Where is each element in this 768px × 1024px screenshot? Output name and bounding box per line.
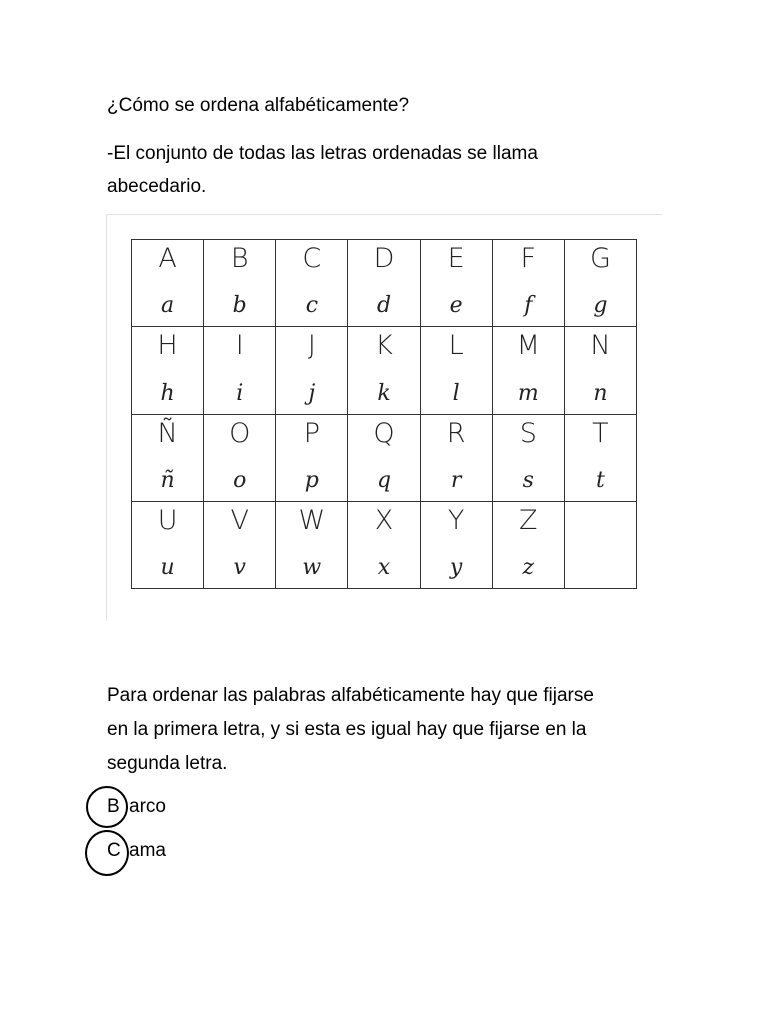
example-word-rest: ama xyxy=(129,840,166,861)
letter-cell-c xyxy=(276,240,348,327)
cursive-letter: j xyxy=(308,380,316,406)
cursive-letter: s xyxy=(522,467,534,493)
letter-cell-h xyxy=(132,327,204,414)
letter-cell-f xyxy=(493,240,565,327)
cursive-letter: u xyxy=(160,555,175,580)
letter-cell-y xyxy=(421,502,493,589)
letter-cell-o xyxy=(204,415,276,502)
uppercase-letter: N xyxy=(590,330,611,362)
cursive-letter: e xyxy=(449,293,463,319)
uppercase-letter: O xyxy=(229,417,251,449)
example-word-barco xyxy=(86,786,286,830)
cursive-letter: i xyxy=(236,380,244,406)
cursive-letter: z xyxy=(522,555,535,580)
example-first-letter: C xyxy=(107,840,121,861)
letter-cell-q xyxy=(348,415,420,502)
cursive-letter: g xyxy=(593,293,608,319)
explanation-line-3: segunda letra. xyxy=(107,753,228,774)
cursive-letter: n xyxy=(593,380,608,406)
uppercase-letter: S xyxy=(519,417,537,449)
letter-cell-k xyxy=(348,327,420,414)
letter-cell-p xyxy=(276,415,348,502)
letter-cell-w xyxy=(276,502,348,589)
uppercase-letter: Q xyxy=(373,417,395,449)
cursive-letter: m xyxy=(517,380,539,406)
cursive-letter: b xyxy=(232,293,247,319)
uppercase-letter: K xyxy=(375,330,393,362)
example-word-rest: arco xyxy=(129,796,166,817)
explanation-line-2: en la primera letra, y si esta es igual hay que fijarse en la xyxy=(107,719,587,740)
cursive-letter: v xyxy=(233,555,246,580)
uppercase-letter: C xyxy=(302,243,322,274)
uppercase-letter: A xyxy=(158,243,177,274)
cursive-letter: l xyxy=(452,380,460,406)
cursive-letter: w xyxy=(302,555,322,580)
example-first-letter: B xyxy=(107,796,120,817)
uppercase-letter: D xyxy=(373,243,395,274)
uppercase-letter: F xyxy=(520,243,537,274)
letter-cell-r xyxy=(421,415,493,502)
letter-cell-s xyxy=(493,415,565,502)
letter-cell-g xyxy=(565,240,637,327)
cursive-letter: d xyxy=(376,293,392,319)
uppercase-letter: X xyxy=(374,504,394,536)
letter-cell-u xyxy=(132,502,204,589)
letter-cell-t xyxy=(565,415,637,502)
cursive-letter: x xyxy=(377,555,391,580)
cursive-letter: ñ xyxy=(160,467,175,493)
uppercase-letter: W xyxy=(298,504,326,536)
uppercase-letter: T xyxy=(592,417,609,449)
uppercase-letter: E xyxy=(447,243,465,274)
alphabet-table xyxy=(131,239,637,589)
uppercase-letter: Ñ xyxy=(157,417,178,449)
example-word-cama xyxy=(86,830,286,874)
cursive-letter: q xyxy=(376,467,392,493)
cursive-letter: a xyxy=(161,293,175,319)
cursive-letter: f xyxy=(524,293,533,319)
uppercase-letter: Y xyxy=(447,504,465,536)
cursive-letter: o xyxy=(233,467,247,493)
cursive-letter: p xyxy=(304,467,319,493)
letter-cell-x xyxy=(348,502,420,589)
uppercase-letter: V xyxy=(230,504,249,536)
uppercase-letter: I xyxy=(235,330,244,362)
explanation-line-1: Para ordenar las palabras alfabéticamente hay que fijarse xyxy=(107,685,594,706)
letter-cell-j xyxy=(276,327,348,414)
cursive-letter: c xyxy=(305,293,319,319)
cursive-letter: t xyxy=(596,467,605,493)
uppercase-letter: P xyxy=(303,417,320,449)
letter-cell-i xyxy=(204,327,276,414)
uppercase-letter: J xyxy=(307,330,316,362)
letter-cell-n xyxy=(565,327,637,414)
uppercase-letter: L xyxy=(448,330,464,362)
letter-cell-v xyxy=(204,502,276,589)
letter-cell-d xyxy=(348,240,420,327)
uppercase-letter: M xyxy=(516,330,540,362)
letter-cell-l xyxy=(421,327,493,414)
letter-cell-a xyxy=(132,240,204,327)
uppercase-letter: G xyxy=(589,243,611,274)
uppercase-letter: H xyxy=(157,330,178,362)
letter-cell-b xyxy=(204,240,276,327)
cursive-letter: r xyxy=(450,467,462,493)
letter-cell-ñ xyxy=(132,415,204,502)
heading: ¿Cómo se ordena alfabéticamente? xyxy=(107,95,410,116)
cursive-letter: h xyxy=(160,380,175,406)
uppercase-letter: U xyxy=(157,504,178,536)
letter-cell-m xyxy=(493,327,565,414)
letter-cell-z xyxy=(493,502,565,589)
intro-line-2: abecedario. xyxy=(107,176,207,197)
uppercase-letter: Z xyxy=(519,504,538,536)
intro-line-1: -El conjunto de todas las letras ordenadas se llama xyxy=(107,143,538,164)
uppercase-letter: B xyxy=(230,243,249,274)
uppercase-letter: R xyxy=(446,417,466,449)
cursive-letter: y xyxy=(449,555,463,580)
empty-cell xyxy=(565,502,637,589)
letter-cell-e xyxy=(421,240,493,327)
cursive-letter: k xyxy=(377,380,391,406)
